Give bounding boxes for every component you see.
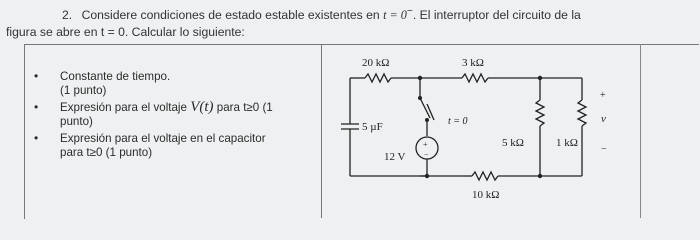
task-item-capacitor-voltage xyxy=(30,132,320,159)
resistor-3k-label: 3 kΩ xyxy=(462,57,484,69)
voltage-plus: + xyxy=(600,90,606,101)
resistor-20k xyxy=(365,74,391,82)
voltage-v-label: v xyxy=(601,113,606,125)
problem-line1-pre: Considere condiciones de estado estable existentes en xyxy=(81,8,380,23)
resistor-1k-label: 1 kΩ xyxy=(556,137,578,149)
problem-condition: t = 0 xyxy=(383,8,407,23)
problem-line2: figura se abre en t = 0. Calcular lo siguiente: xyxy=(6,25,245,40)
task-2-variable: V(t) xyxy=(190,99,214,115)
switch-label: t = 0 xyxy=(448,116,468,127)
source-plus: + xyxy=(423,140,428,149)
task-item-time-constant xyxy=(30,70,320,97)
bullet-icon: • xyxy=(34,131,39,145)
resistor-5k-label: 5 kΩ xyxy=(502,137,524,149)
task-2-line2: punto) xyxy=(60,114,93,128)
resistor-20k-label: 20 kΩ xyxy=(362,57,390,69)
problem-statement xyxy=(6,3,694,41)
circuit-nodes xyxy=(418,76,542,178)
problem-number: 2. xyxy=(62,8,73,23)
task-item-voltage-expression xyxy=(30,101,320,128)
resistor-5k xyxy=(536,100,544,126)
source-label: 12 V xyxy=(384,151,406,163)
bullet-icon: • xyxy=(34,69,39,83)
problem-condition-sup: − xyxy=(406,6,413,17)
task-2-post: para t≥0 (1 xyxy=(216,101,273,114)
task-2-pre: Expresión para el voltaje xyxy=(60,101,187,114)
task-3-line2: para t≥0 (1 punto) xyxy=(60,145,153,159)
resistor-10k-label: 10 kΩ xyxy=(472,189,500,201)
resistor-10k xyxy=(472,172,498,180)
capacitor-label: 5 µF xyxy=(362,121,383,133)
source-minus: − xyxy=(424,150,429,159)
resistor-3k xyxy=(462,74,488,82)
task-1-line1: Constante de tiempo. xyxy=(60,70,171,83)
task-1-line2: (1 punto) xyxy=(60,83,107,97)
resistor-1k xyxy=(578,100,586,126)
task-3-line1: Expresión para el voltaje en el capacitor xyxy=(60,132,266,145)
table-right-edge xyxy=(640,44,641,218)
bullet-icon: • xyxy=(34,100,39,114)
voltage-minus: − xyxy=(601,144,607,155)
task-list xyxy=(30,70,320,163)
problem-line1-post: . El interruptor del circuito de la xyxy=(412,8,581,23)
circuit-diagram xyxy=(322,44,640,218)
